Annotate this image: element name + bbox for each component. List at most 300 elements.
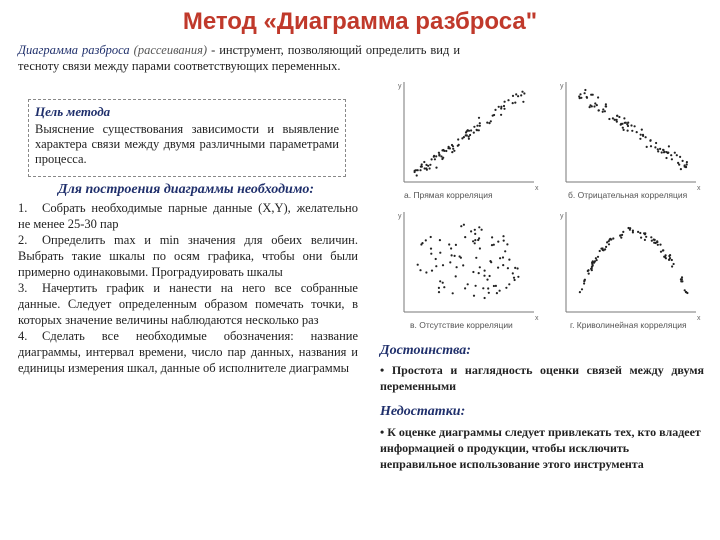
panel-none-point xyxy=(497,241,499,243)
panel-negative-point xyxy=(594,102,596,104)
panel-positive-point xyxy=(520,94,522,96)
panel-none-point xyxy=(505,287,507,289)
goal-heading: Цель метода xyxy=(35,104,111,119)
panel-none-point xyxy=(499,257,501,259)
panel-none-point xyxy=(513,277,515,279)
panel-none-point xyxy=(417,264,419,266)
panel-curvilinear-point xyxy=(592,264,594,266)
panel-curvilinear-point xyxy=(681,278,683,280)
panel-curvilinear-point xyxy=(620,237,622,239)
panel-none-point xyxy=(474,239,476,241)
panel-negative-point xyxy=(605,105,607,107)
panel-positive-point xyxy=(423,161,425,163)
panel-negative-point xyxy=(630,124,632,126)
panel-positive-point xyxy=(429,167,431,169)
panel-curvilinear-point xyxy=(588,273,590,275)
panel-none-point xyxy=(464,287,466,289)
panel-none-point xyxy=(470,230,472,232)
panel-none-point xyxy=(439,252,441,254)
panel-positive-point xyxy=(469,134,471,136)
panel-negative-point xyxy=(592,94,594,96)
disadvantages-heading: Недостатки: xyxy=(380,404,466,419)
panel-none-point xyxy=(420,243,422,245)
panel-none-point xyxy=(459,255,461,257)
panel-positive-point xyxy=(468,138,470,140)
panel-positive-point xyxy=(498,106,500,108)
panel-positive-point xyxy=(429,164,431,166)
panel-none-point xyxy=(493,285,495,287)
step-item xyxy=(18,328,358,376)
caption-negative: б. Отрицательная корреляция xyxy=(568,190,688,200)
panel-negative-point xyxy=(602,111,604,113)
scatter-examples xyxy=(396,82,706,330)
panel-curvilinear-point xyxy=(684,289,686,291)
advantages-text: • Простота и наглядность оценки связей между двумя переменными xyxy=(380,363,704,393)
panel-negative-point xyxy=(584,89,586,91)
panel-curvilinear-point xyxy=(645,236,647,238)
panel-negative-point xyxy=(671,158,673,160)
panel-curvilinear-point xyxy=(595,257,597,259)
panel-none-point xyxy=(488,292,490,294)
panel-positive-point xyxy=(479,122,481,124)
panel-curvilinear-point xyxy=(673,263,675,265)
panel-negative-point xyxy=(639,138,641,140)
panel-curvilinear-point xyxy=(587,270,589,272)
panel-negative-point xyxy=(604,110,606,112)
panel-positive-point xyxy=(490,120,492,122)
panel-curvilinear-point xyxy=(596,259,598,261)
panel-none-x-label: x xyxy=(535,315,539,322)
panel-positive-point xyxy=(521,91,523,93)
panel-none-point xyxy=(486,279,488,281)
panel-none-point xyxy=(425,271,427,273)
intro-term: Диаграмма разброса xyxy=(18,43,130,57)
panel-negative-point xyxy=(674,152,676,154)
panel-curvilinear-point xyxy=(597,256,599,258)
panel-curvilinear-y-label: y xyxy=(560,213,564,220)
intro-paren: (рассеивания) xyxy=(133,43,208,57)
panel-none-point xyxy=(514,267,516,269)
panel-negative-point xyxy=(676,154,678,156)
panel-none-point xyxy=(491,244,493,246)
caption-curvilinear: г. Криволинейная корреляция xyxy=(570,320,687,330)
step-text: Начертить график и нанести на него все собранные данные. Следует определенным образом помечать точки, в которых значение величины наблюдаются несколько раз xyxy=(18,281,358,327)
panel-none-point xyxy=(463,224,465,226)
panel-curvilinear-point xyxy=(656,240,658,242)
panel-positive-point xyxy=(500,106,502,108)
panel-none-point xyxy=(478,226,480,228)
panel-positive-point xyxy=(478,117,480,119)
panel-none-point xyxy=(508,283,510,285)
panel-none-point xyxy=(442,264,444,266)
panel-negative-point xyxy=(657,150,659,152)
panel-negative-point xyxy=(608,118,610,120)
panel-negative-point xyxy=(640,134,642,136)
panel-none-point xyxy=(503,240,505,242)
panel-none-point xyxy=(430,236,432,238)
panel-negative-point xyxy=(657,148,659,150)
panel-none-point xyxy=(482,287,484,289)
panel-positive-point xyxy=(435,155,437,157)
panel-negative-point xyxy=(623,117,625,119)
panel-positive-point xyxy=(451,151,453,153)
panel-positive-point xyxy=(438,154,440,156)
step-text: Собрать необходимые парные данные (X,Y), желательно не менее 25-30 пар xyxy=(18,201,358,231)
panel-positive-point xyxy=(415,169,417,171)
panel-negative-point xyxy=(680,168,682,170)
panel-none-point xyxy=(491,236,493,238)
panel-none-point xyxy=(479,266,481,268)
panel-negative-point xyxy=(623,129,625,131)
panel-none-point xyxy=(479,247,481,249)
panel-negative-point xyxy=(616,119,618,121)
panel-none-point xyxy=(484,297,486,299)
panel-curvilinear-point xyxy=(637,231,639,233)
panel-none-y-label: y xyxy=(398,213,402,220)
panel-curvilinear-point xyxy=(657,244,659,246)
panel-curvilinear-x-label: x xyxy=(697,315,701,322)
panel-negative-point xyxy=(649,140,651,142)
requirements-list xyxy=(18,200,358,376)
panel-positive-point xyxy=(473,126,475,128)
panel-negative-x-label: x xyxy=(697,185,701,192)
panel-none-point xyxy=(442,282,444,284)
panel-none-point xyxy=(448,243,450,245)
panel-none-point xyxy=(435,258,437,260)
panel-none-point xyxy=(507,267,509,269)
panel-curvilinear-point xyxy=(671,265,673,267)
panel-curvilinear-point xyxy=(644,232,646,234)
panel-negative-point xyxy=(646,146,648,148)
panel-curvilinear-point xyxy=(640,237,642,239)
panel-none-point xyxy=(506,243,508,245)
panel-negative-point xyxy=(624,122,626,124)
panel-none-point xyxy=(474,229,476,231)
panel-positive-point xyxy=(494,109,496,111)
panel-curvilinear-point xyxy=(599,250,601,252)
panel-none-point xyxy=(438,291,440,293)
panel-positive-point xyxy=(425,167,427,169)
panel-negative-point xyxy=(612,117,614,119)
panel-none-point xyxy=(464,236,466,238)
panel-curvilinear-point xyxy=(605,246,607,248)
step-item xyxy=(18,280,358,328)
panel-none-point xyxy=(508,259,510,261)
panel-curvilinear-point xyxy=(681,280,683,282)
panel-negative-point xyxy=(642,134,644,136)
panel-negative-point xyxy=(597,96,599,98)
panel-positive-point xyxy=(522,101,524,103)
panel-none-point xyxy=(451,254,453,256)
panel-negative-point xyxy=(666,151,668,153)
panel-none-point xyxy=(517,267,519,269)
panel-none-point xyxy=(467,283,469,285)
panel-positive-point xyxy=(503,105,505,107)
panel-curvilinear-point xyxy=(650,236,652,238)
panel-positive-point xyxy=(447,147,449,149)
panel-none-point xyxy=(504,250,506,252)
panel-none-point xyxy=(487,287,489,289)
panel-none-point xyxy=(474,233,476,235)
step-text: Сделать все необходимые обозначения: название диаграммы, интервал времени, число пар данных, названия и единицы измерения шкал, данные об исполнителе диаграммы xyxy=(18,329,358,375)
panel-none-point xyxy=(502,256,504,258)
panel-positive-point xyxy=(463,136,465,138)
panel-positive-point xyxy=(515,93,517,95)
panel-positive-point xyxy=(416,174,418,176)
panel-curvilinear-point xyxy=(671,259,673,261)
panel-none-point xyxy=(419,269,421,271)
panel-negative-point xyxy=(659,148,661,150)
step-number: 2. xyxy=(18,233,28,247)
panel-none-point xyxy=(435,265,437,267)
panel-none-point xyxy=(495,285,497,287)
scatter-examples-svg xyxy=(396,82,706,330)
panel-positive-point xyxy=(458,144,460,146)
panel-none-point xyxy=(460,225,462,227)
panel-positive-point xyxy=(476,129,478,131)
panel-negative-point xyxy=(631,130,633,132)
panel-negative-point xyxy=(596,104,598,106)
panel-none-point xyxy=(496,292,498,294)
panel-positive-point xyxy=(470,129,472,131)
step-number: 1. xyxy=(18,201,28,215)
panel-none-point xyxy=(443,286,445,288)
panel-positive-point xyxy=(492,115,494,117)
panel-curvilinear-point xyxy=(663,256,665,258)
panel-negative-point xyxy=(661,151,663,153)
panel-none-point xyxy=(474,242,476,244)
panel-positive-point xyxy=(512,102,514,104)
panel-negative-point xyxy=(579,97,581,99)
panel-none-point xyxy=(472,240,474,242)
panel-negative-point xyxy=(589,106,591,108)
panel-none-point xyxy=(489,275,491,277)
panel-positive-point xyxy=(434,158,436,160)
intro-paragraph xyxy=(18,42,460,74)
panel-curvilinear-point xyxy=(621,234,623,236)
panel-curvilinear-point xyxy=(639,232,641,234)
panel-negative-point xyxy=(579,93,581,95)
panel-none-point xyxy=(517,276,519,278)
panel-negative-point xyxy=(586,97,588,99)
panel-curvilinear-point xyxy=(632,231,634,233)
intro-text: - инструмент, позволяющий определить вид и тесноту связи между парами соответствующих переменных. xyxy=(18,43,461,73)
panel-negative-point xyxy=(685,166,687,168)
panel-curvilinear-point xyxy=(660,251,662,253)
panel-none-point xyxy=(512,272,514,274)
panel-negative-point xyxy=(598,109,600,111)
panel-none-point xyxy=(475,285,477,287)
panel-curvilinear-point xyxy=(654,239,656,241)
panel-negative-point xyxy=(636,131,638,133)
panel-curvilinear-point xyxy=(608,243,610,245)
panel-negative-point xyxy=(634,125,636,127)
panel-positive-point xyxy=(419,169,421,171)
panel-positive-point xyxy=(479,125,481,127)
panel-none-point xyxy=(454,255,456,257)
step-item xyxy=(18,200,358,232)
panel-positive-point xyxy=(431,158,433,160)
panel-positive-point xyxy=(507,99,509,101)
panel-positive-point xyxy=(433,156,435,158)
panel-negative-point xyxy=(679,156,681,158)
panel-positive-point xyxy=(421,163,423,165)
goal-box xyxy=(28,99,346,177)
panel-none-point xyxy=(502,235,504,237)
panel-curvilinear-point xyxy=(604,248,606,250)
panel-curvilinear-point xyxy=(655,242,657,244)
panel-curvilinear-point xyxy=(583,282,585,284)
panel-curvilinear-point xyxy=(612,237,614,239)
panel-none-point xyxy=(473,295,475,297)
panel-curvilinear-point xyxy=(669,257,671,259)
panel-negative-point xyxy=(678,164,680,166)
panel-negative-point xyxy=(621,123,623,125)
panel-negative-point xyxy=(655,142,657,144)
panel-none-point xyxy=(472,271,474,273)
panel-none-point xyxy=(502,264,504,266)
panel-positive-point xyxy=(445,150,447,152)
panel-positive-point xyxy=(517,95,519,97)
panel-curvilinear-point xyxy=(681,276,683,278)
panel-positive-point xyxy=(425,164,427,166)
panel-positive-point xyxy=(466,130,468,132)
step-item xyxy=(18,232,358,280)
panel-negative-point xyxy=(686,161,688,163)
panel-negative-point xyxy=(668,145,670,147)
panel-positive-point xyxy=(466,134,468,136)
panel-negative-point xyxy=(645,136,647,138)
step-text: Определить max и min значения для обеих величин. Выбрать такие шкалы по осям графика, чтобы они были примерно одинаковыми. Проградуировать шкалы xyxy=(18,233,358,279)
panel-positive-point xyxy=(453,150,455,152)
panel-positive-point xyxy=(503,108,505,110)
panel-positive-x-label: x xyxy=(535,185,539,192)
panel-positive-point xyxy=(438,152,440,154)
panel-negative-point xyxy=(641,129,643,131)
panel-positive-point xyxy=(457,138,459,140)
panel-positive-point xyxy=(420,166,422,168)
panel-curvilinear-point xyxy=(609,239,611,241)
panel-curvilinear-point xyxy=(665,257,667,259)
panel-negative-point xyxy=(627,122,629,124)
panel-negative-point xyxy=(584,92,586,94)
panel-negative-point xyxy=(650,145,652,147)
panel-negative-point xyxy=(618,116,620,118)
panel-curvilinear-point xyxy=(602,249,604,251)
panel-none-point xyxy=(497,267,499,269)
step-number: 4. xyxy=(18,329,28,343)
panel-none-point xyxy=(481,229,483,231)
panel-none-point xyxy=(455,275,457,277)
panel-none-point xyxy=(499,290,501,292)
panel-positive-point xyxy=(500,114,502,116)
panel-positive-point xyxy=(452,148,454,150)
panel-curvilinear-point xyxy=(592,260,594,262)
panel-positive-point xyxy=(442,157,444,159)
panel-positive-point xyxy=(473,132,475,134)
panel-positive-point xyxy=(514,102,516,104)
panel-none-point xyxy=(430,248,432,250)
panel-none-point xyxy=(483,275,485,277)
panel-curvilinear-point xyxy=(622,231,624,233)
panel-none-point xyxy=(452,292,454,294)
page-title: Метод «Диаграмма разброса" xyxy=(182,8,538,35)
panel-none-point xyxy=(450,247,452,249)
panel-curvilinear-point xyxy=(583,279,585,281)
panel-positive-point xyxy=(486,122,488,124)
panel-curvilinear-point xyxy=(581,288,583,290)
panel-negative-point xyxy=(654,146,656,148)
panel-none-point xyxy=(425,239,427,241)
caption-positive: а. Прямая корреляция xyxy=(404,190,493,200)
panel-negative-point xyxy=(627,125,629,127)
panel-negative-point xyxy=(602,108,604,110)
panel-curvilinear-point xyxy=(590,268,592,270)
panel-negative-point xyxy=(670,154,672,156)
panel-negative-point xyxy=(605,103,607,105)
panel-negative-y-label: y xyxy=(560,83,564,90)
panel-positive-point xyxy=(442,149,444,151)
panel-none-point xyxy=(477,239,479,241)
panel-none-point xyxy=(439,280,441,282)
requirements-heading: Для построения диаграммы необходимо: xyxy=(58,182,315,197)
panel-positive-point xyxy=(504,101,506,103)
disadvantages-text: • К оценке диаграммы следует привлекать тех, кто владеет информацией о продукции, чтобы исключить неправильное использование этого инструмента xyxy=(380,425,701,471)
panel-negative-point xyxy=(593,105,595,107)
panel-curvilinear-point xyxy=(668,255,670,257)
panel-none-point xyxy=(438,287,440,289)
panel-positive-point xyxy=(512,95,514,97)
step-number: 3. xyxy=(18,281,28,295)
panel-none-point xyxy=(484,270,486,272)
panel-negative-point xyxy=(622,127,624,129)
panel-negative-point xyxy=(686,163,688,165)
panel-curvilinear-point xyxy=(659,244,661,246)
panel-curvilinear-point xyxy=(606,241,608,243)
panel-negative-point xyxy=(616,115,618,117)
panel-curvilinear-point xyxy=(651,240,653,242)
panel-none-point xyxy=(449,261,451,263)
panel-curvilinear-point xyxy=(629,229,631,231)
advantages-heading: Достоинства: xyxy=(380,343,471,358)
panel-negative-point xyxy=(663,151,665,153)
caption-none: в. Отсутствие корреляции xyxy=(410,320,513,330)
panel-none-point xyxy=(456,266,458,268)
panel-none-point xyxy=(462,264,464,266)
panel-none-point xyxy=(431,270,433,272)
panel-none-point xyxy=(439,239,441,241)
panel-positive-point xyxy=(435,167,437,169)
panel-positive-y-label: y xyxy=(398,83,402,90)
panel-positive-point xyxy=(476,125,478,127)
panel-none-point xyxy=(490,261,492,263)
panel-none-point xyxy=(430,253,432,255)
panel-positive-point xyxy=(488,122,490,124)
panel-negative-point xyxy=(682,160,684,162)
panel-negative-point xyxy=(627,130,629,132)
panel-curvilinear-point xyxy=(579,291,581,293)
panel-none-point xyxy=(475,257,477,259)
goal-text: Выяснение существования зависимости и выявление характера связи между двумя различными параметрами процесса. xyxy=(35,122,339,166)
panel-curvilinear-point xyxy=(662,249,664,251)
panel-positive-point xyxy=(523,92,525,94)
panel-curvilinear-point xyxy=(644,239,646,241)
panel-none-point xyxy=(478,272,480,274)
panel-none-point xyxy=(455,244,457,246)
panel-positive-point xyxy=(451,144,453,146)
panel-none-point xyxy=(514,279,516,281)
panel-negative-point xyxy=(665,157,667,159)
